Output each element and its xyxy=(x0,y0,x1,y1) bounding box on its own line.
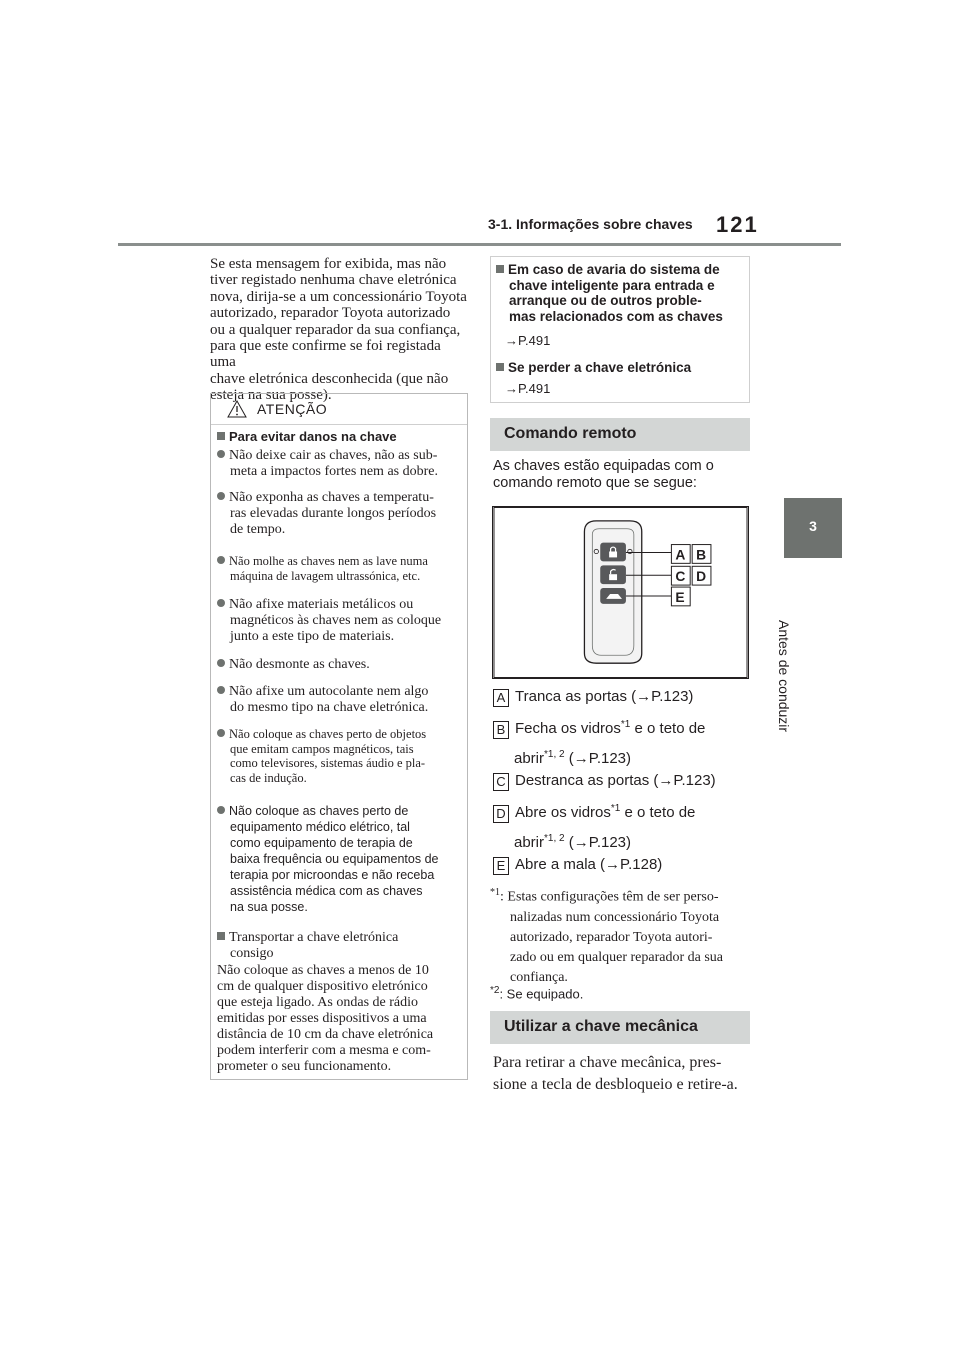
function-item-b: B Fecha os vidros$^{*1}$ e o teto de abrir$^{*1, 2}$ (→P.123) xyxy=(493,716,751,768)
warning-item: Não deixe cair as chaves, não as sub- meta a impactos fortes nem as dobre. xyxy=(217,448,461,480)
section-heading-mechanical-key: Utilizar a chave mecânica xyxy=(490,1011,750,1044)
page-reference-link[interactable]: →P.491 xyxy=(505,381,551,396)
bullet-icon xyxy=(217,492,225,500)
function-item-e: E Abre a mala (→P.128) xyxy=(493,856,751,875)
intro-paragraph xyxy=(210,256,468,404)
warning-item: Não molhe as chaves nem as lave numa máquina de lavagem ultrassónica, etc. xyxy=(217,554,461,583)
section-heading-remote: Comando remoto xyxy=(490,418,750,451)
intro-line: autorizado, reparador Toyota autorizado xyxy=(210,305,451,322)
info-heading-lost-key: Se perder a chave eletrónica xyxy=(496,360,741,376)
warning-item: Não exponha as chaves a temperatu- ras elevadas durante longos períodos de tempo. xyxy=(217,490,461,538)
intro-line: chave eletrónica desconhecida (que não xyxy=(210,370,449,387)
warning-heading-text: Para evitar danos na chave xyxy=(229,429,397,444)
bullet-icon xyxy=(217,729,225,737)
page-reference-link[interactable]: →P.491 xyxy=(505,333,551,348)
bullet-icon xyxy=(217,556,225,564)
callout-d: D xyxy=(696,568,707,585)
warning-item: Não afixe materiais metálicos ou magnéticos às chaves nem as coloque junto a este tipo de materiais. xyxy=(217,597,461,645)
function-item-d: D Abre os vidros$^{*1}$ e o teto de abrir$^{*1, 2}$ (→P.123) xyxy=(493,800,751,852)
mechanical-key-text: Para retirar a chave mecânica, pres- sione a tecla de desbloqueio e retire-a. xyxy=(493,1054,738,1093)
intro-line: nova, dirija-se a um concessionário Toyota xyxy=(210,288,467,305)
square-bullet-icon xyxy=(217,432,225,440)
warning-heading xyxy=(217,429,461,446)
bullet-icon xyxy=(217,599,225,607)
info-box xyxy=(490,256,750,403)
header-rule xyxy=(118,243,841,246)
intro-line: esteja na sua posse). xyxy=(210,387,332,404)
callout-b: B xyxy=(696,546,707,563)
intro-line: para que este confirme se foi registada uma xyxy=(210,338,441,371)
transport-text: Não coloque as chaves a menos de 10 cm de qualquer dispositivo eletrónico que esteja ligado. As ondas de rádio emitidas por esses dispositivos a uma distância de 10 cm da chave eletrónica podem interferir com a mesma e com- prometer o seu funcionamento. xyxy=(217,963,434,1074)
footnote-2: $^{*2}$: Se equipado. xyxy=(490,985,584,1002)
warning-box xyxy=(210,393,468,1080)
chapter-number: 3 xyxy=(809,518,817,534)
key-fob-illustration xyxy=(492,506,749,679)
function-item-a: A Tranca as portas (→P.123) xyxy=(493,688,751,707)
bullet-icon xyxy=(217,806,225,814)
warning-triangle-icon xyxy=(227,400,247,418)
intro-line: tiver registado nenhuma chave eletrónica xyxy=(210,272,457,289)
footnote-1: $^{*1}$: Estas configurações têm de ser perso- nalizadas num concessionário Toyota autorizado, reparador Toyota autori- zado ou em qualquer reparador da sua confiança. xyxy=(490,887,724,985)
transport-heading: Transportar a chave eletrónica consigo xyxy=(217,930,461,962)
warning-label: ATENÇÃO xyxy=(257,401,328,417)
square-bullet-icon xyxy=(496,265,504,273)
callout-a: A xyxy=(675,546,686,563)
chapter-tab xyxy=(784,498,842,558)
warning-item: Não coloque as chaves perto de objetos que emitam campos magnéticos, tais como televisores, sistemas áudio e pla- cas de indução. xyxy=(217,727,461,785)
square-bullet-icon xyxy=(217,932,225,940)
info-heading-malfunction: Em caso de avaria do sistema de chave inteligente para entrada e arranque ou de outros proble- mas relacionados com as chaves xyxy=(496,262,741,324)
bullet-icon xyxy=(217,450,225,458)
section-title: 3-1. Informações sobre chaves xyxy=(488,216,693,232)
function-item-c: C Destranca as portas (→P.123) xyxy=(493,772,751,791)
page-number: 121 xyxy=(716,212,759,237)
bullet-icon xyxy=(217,686,225,694)
warning-item: Não desmonte as chaves. xyxy=(217,657,461,673)
chapter-label: Antes de conduzir xyxy=(776,620,792,733)
square-bullet-icon xyxy=(496,363,504,371)
warning-header xyxy=(211,394,467,425)
intro-line: Se esta mensagem for exibida, mas não xyxy=(210,256,447,272)
bullet-icon xyxy=(217,659,225,667)
intro-line: ou a qualquer reparador da sua confiança, xyxy=(210,321,461,338)
callout-c: C xyxy=(675,568,686,585)
remote-description: As chaves estão equipadas com o comando remoto que se segue: xyxy=(493,458,714,491)
warning-item: Não afixe um autocolante nem algo do mesmo tipo na chave eletrónica. xyxy=(217,684,461,716)
warning-item: Não coloque as chaves perto de equipamento médico elétrico, tal como equipamento de terapia de baixa frequência ou equipamentos de terapia por microondas e não receba assistência médica com as chaves na sua posse. xyxy=(217,803,461,915)
callout-e: E xyxy=(675,588,685,605)
